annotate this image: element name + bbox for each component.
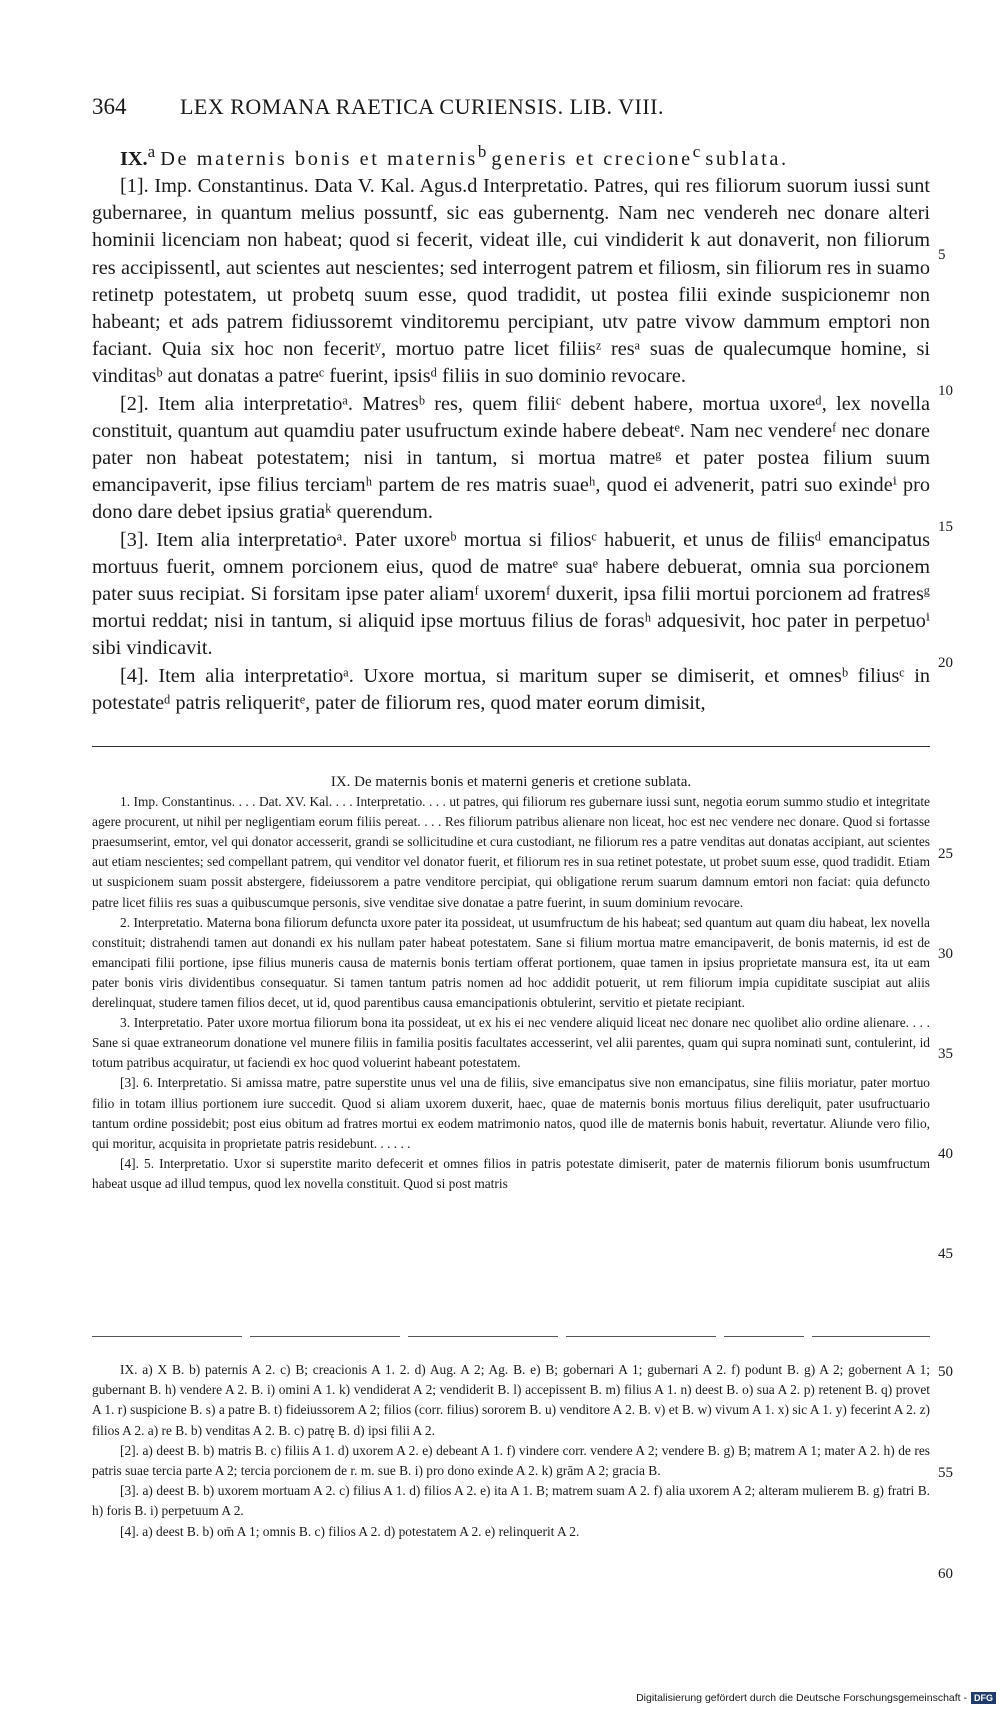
chapter-title: De maternis bonis et maternis: [160, 147, 478, 170]
footnote-mark: a: [147, 142, 156, 161]
chapter-title-3: sublata.: [705, 147, 789, 170]
line-number: 10: [938, 383, 953, 399]
line-number: 60: [938, 1566, 953, 1582]
chapter-number: IX.: [120, 147, 148, 170]
page-header: [92, 94, 752, 134]
apparatus-paragraph: [4]. a) deest B. b) om̄ A 1; omnis B. c) filios A 2. d) potestatem A 2. e) relinquerit A 2.: [120, 1523, 580, 1539]
divider: [812, 1336, 930, 1337]
dfg-logo: DFG: [971, 1692, 996, 1704]
apparatus-paragraph: [3]. a) deest B. b) uxorem mortuam A 2. c) filius A 1. d) filios A 2. e) ita A 1. B; matrem suam A 2. f) alia uxorem A 2; alteram mulierem B. g) fratri B. h) foris B. i) perpetuum A 2.: [92, 1483, 930, 1519]
divider: [250, 1336, 400, 1337]
line-number: 40: [938, 1146, 953, 1162]
main-paragraph: [3]. Item alia interpretatioᵃ. Pater uxoreᵇ mortua si filiosᶜ habuerit, et unus de filiisᵈ emancipatus mortuus fuerit, omnem porcionem eius, quod de matreᵉ suaᵉ habere debuerat, omnia sua porcionem pater suus recipiat. Si forsitam ipse pater aliamᶠ uxoremᶠ duxerit, ipsa filii mortui porcionem ad fratresᵍ mortui reddat; nisi in tantum, si aliquid ipse mortuus filius de forasʰ adquesivit, hoc pater in perpetuoⁱ sibi vindicavit.: [92, 528, 930, 660]
commentary-title: IX. De maternis bonis et materni generis et cretione sublata.: [330, 774, 692, 790]
apparatus-paragraph: [2]. a) deest B. b) matris B. c) filiis A 1. d) uxorem A 2. e) debeant A 1. f) vindere corr. vendere A 2; vendere B. g) B; matrem A 1; mater A 2. h) de res patris suae tercia parte A 2; tercia porcionem de r. m. sue B. i) pro dono exinde A 2. k) grām A 2; gracia B.: [92, 1442, 930, 1479]
apparatus-paragraph: IX. a) X B. b) paternis A 2. c) B; creacionis A 1. 2. d) Aug. A 2; Ag. B. e) B; gobernari A 1; gubernari A 2. f) podunt B. g) A 2; gobernent A 1; gubernant B. h) vendere A 2. B. i) omini A 1. k) vendiderat A 2; vendiderit B. l) accepissent B. m) filius A 1. n) deest B. o) sua A 2. p) retenent B. q) provet A 1. r) suspicione B. s) a patre B. t) fideiussorem A 2; filios (corr. filius) sororem B. u) venditore A 2. B. v) et B. w) vivum A 1. x) sic A 1. y) fecerint A 2. z) filios A 2. a) re B. b) venditas A 2. B. c) patrę B. d) ipsi filii A 2.: [92, 1362, 930, 1438]
main-text: [92, 138, 930, 717]
line-number: 20: [938, 655, 953, 671]
commentary-paragraph: 2. Interpretatio. Materna bona filiorum defuncta uxore pater ita possideat, ut usumfructum de his habeat; sed quantum aut quam diu habeat, lex novella constituit; distrahendi tamen aut donandi ex his nullam pater habeat potestatem. Sane si filium mortua matre emancipaverit, de bonis maternis, id est de emancipati filii portione, ipse filius muneris causa de maternis bonis tertiam offerat portionem, quae tamen in ipsius proprietate mansura est, ita ut eam pater bonis viris dividentibus consequatur. Si tamen tantum patris nomen ad hoc addidit potuerit, ut rem filiorum impia cupiditate suscipiat aut aliis derelinquat, studere tamen filios decet, ut id, quod parentibus causa emancipationis obtulerint, servitio et pietate recipiant.: [92, 914, 930, 1011]
main-paragraph: [4]. Item alia interpretatioᵃ. Uxore mortua, si maritum super se dimiserit, et omnesᵇ filiusᶜ in potestateᵈ patris reliqueritᵉ, pater de filiorum res, quod mater eorum dimisit,: [92, 664, 930, 714]
divider: [92, 746, 930, 747]
credit-text: Digitalisierung gefördert durch die Deutsche Forschungsgemeinschaft -: [636, 1692, 967, 1704]
chapter-heading: [92, 138, 930, 173]
commentary: [92, 772, 930, 1194]
line-number: 55: [938, 1465, 953, 1481]
main-paragraph: [2]. Item alia interpretatioᵃ. Matresᵇ res, quem filiiᶜ debent habere, mortua uxoreᵈ, lex novella constituit, quantum aut quamdiu pater usufructum exinde habere debeatᵉ. Nam nec vendereᶠ nec donare pater non habeat potestatem; nisi in tantum, si mortua matreᵍ et pater postea filium suum emancipaverit, ipse filius terciamʰ partem de res matris suaeʰ, quod ei advenerit, patri suo exindeⁱ pro dono dare debet ipsius gratiaᵏ querendum.: [92, 392, 930, 524]
digitization-credit: [636, 1692, 996, 1704]
line-number: 50: [938, 1364, 953, 1380]
divider: [408, 1336, 558, 1337]
divider: [566, 1336, 716, 1337]
running-title: LEX ROMANA RAETICA CURIENSIS. LIB. VIII.: [179, 94, 665, 119]
page-number: 364: [92, 94, 127, 119]
critical-apparatus: [92, 1360, 930, 1542]
main-paragraph: [1]. Imp. Constantinus. Data V. Kal. Agus.d Interpretatio. Patres, qui res filiorum suorum iussi sunt gubernaree, in quantum melius possuntf, sic eas gubernentg. Nam nec vendereh nec donare alteri hominii licenciam non habeat; quod si fecerit, videat ille, cui vindiderit k aut donaverit, non filiorum res accipissentl, aut scientes aut nescientes; sed interrogent patrem et filiosm, sin filiorum res in suamo retinetp potestatem, ut probetq suum esse, quod tradidit, ut postea filii exinde suspicionemr non habeant; et ads patrem fidiussoremt vinditoremu percipiant, utv patre vivow dammum emptori non faciant. Quia six hoc non feceritʸ, mortuo patre licet filiisᶻ resᵃ suas de qualecumque homine, si vinditasᵇ aut donatas a patreᶜ fuerint, ipsisᵈ filiis in suo dominio revocare.: [92, 174, 930, 388]
line-number: 25: [938, 846, 953, 862]
footnote-mark: c: [692, 142, 701, 161]
line-number: 35: [938, 1046, 953, 1062]
line-number: 5: [938, 247, 946, 263]
chapter-title-2: generis et crecione: [491, 147, 693, 170]
line-number: 45: [938, 1246, 953, 1262]
commentary-paragraph: [4]. 5. Interpretatio. Uxor si superstite marito defecerit et omnes filios in patris potestate dimiserit, pater de maternis filiorum bonis usumfructum habeat usque ad illud tempus, quod lex novella constituit. Quod si post matris: [92, 1155, 930, 1191]
footnote-mark: b: [477, 142, 487, 161]
commentary-paragraph: 3. Interpretatio. Pater uxore mortua filiorum bona ita possideat, ut ex his ei nec vendere aliquid liceat nec donare nec quolibet alio ordine alienare. . . . Sane si quae extraneorum donatione vel munere filiis in familia positis facultates accesserint, vel alii parentes, quam qui supra nominati sunt, contulerint, id totum patribus acquiratur, ut faciendi ex hoc quod voluerint habeant potestatem.: [92, 1015, 930, 1071]
divider: [724, 1336, 804, 1337]
line-number: 30: [938, 946, 953, 962]
commentary-paragraph: 1. Imp. Constantinus. . . . Dat. XV. Kal. . . . Interpretatio. . . . ut patres, qui filiorum res gubernare iussi sunt, negotia eorum summo studio et integritate agere procurent, ut nihil per negligentiam eorum filiis pereat. . . . Res filiorum patribus alienare non liceat, hoc est nec vendere nec donare. Quod si fortasse praesumserint, emtor, vel qui donator accesserit, grandi se sollicitudine et cura custodiant, ne filiorum res a patre venditas aut donatas accipiant, aut scientes aut etiam nescientes; sed compellant patrem, qui venditor vel donator fuerit, et filiorum res in sua retinet potestate, ut probet suum esse, quod tradidit. Etiam ut suspicionem suam possit abstergere, fideiussorem a patre venditore percipiat, qui obligatione rerum suarum damnum emtori non faciat: quia defuncto patre licet filiis res suas a quibuscumque personis, sive venditae sive donatae a patre fuerint, in suum dominium revocare.: [92, 794, 930, 910]
divider: [92, 1336, 242, 1337]
line-number: 15: [938, 519, 953, 535]
commentary-paragraph: [3]. 6. Interpretatio. Si amissa matre, patre superstite unus vel una de filiis, sive emancipatus sive non emancipatus, sine filiis moriatur, pater mortuo filio in totam illius portionem iure succedit. Quod si aliam uxorem duxerit, haec, quae de maternis bonis mortuus filius dereliquit, pater usufructuario tantum ordine possidebit; post eius obitum ad fratres mortui ex eodem matrimonio natos, quod ille de maternis bonis habuit, revertatur. Aliunde vero filio, qui moritur, acquisita in proprietate patris residebunt. . . . . .: [92, 1075, 930, 1151]
